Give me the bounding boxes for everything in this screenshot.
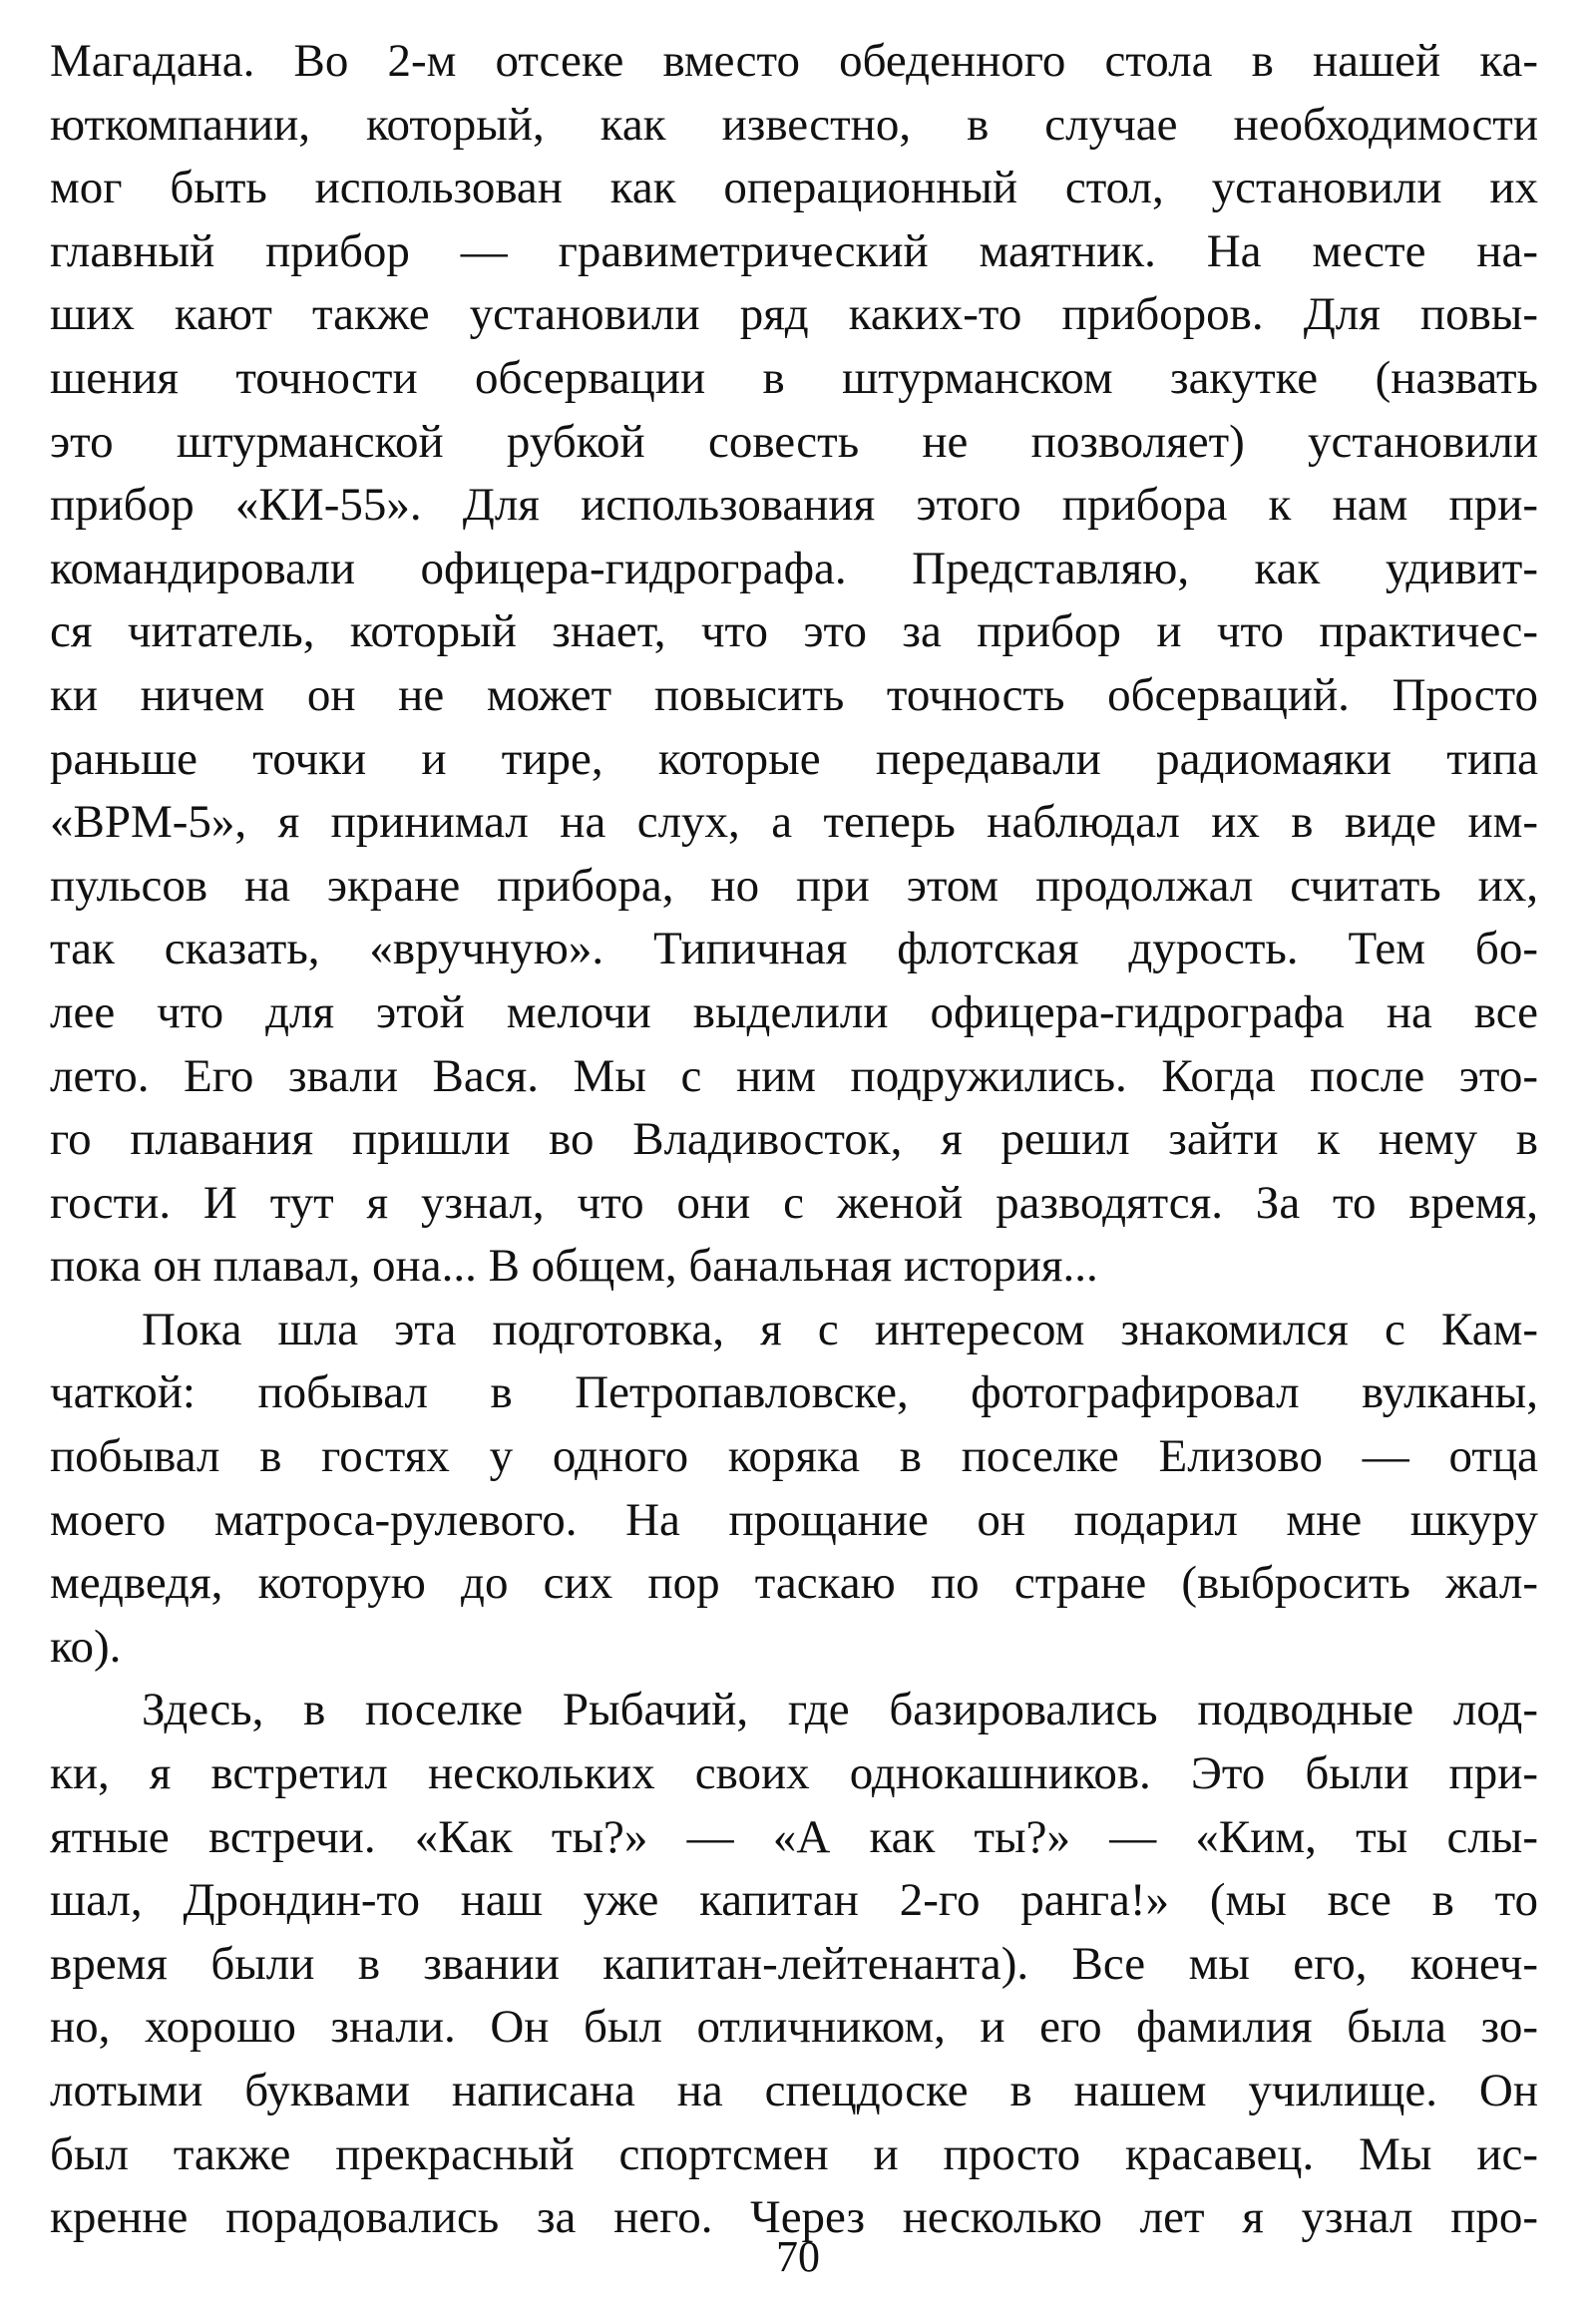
text-line: лето. Его звали Вася. Мы с ним подружились. Когда после это- (50, 1049, 1538, 1102)
paragraph-1 (50, 30, 1538, 1299)
text-line: лее что для этой мелочи выделили офицера-гидрографа на все (50, 985, 1538, 1038)
page-number: 70 (776, 2232, 820, 2281)
text-line: мог быть использован как операционный стол, установили их (50, 162, 1538, 214)
text-line: главный прибор — гравиметрический маятник. На месте на- (50, 224, 1538, 277)
text-line: ших кают также установили ряд каких-то приборов. Для повы- (50, 288, 1538, 341)
text-line: ко). (50, 1620, 122, 1673)
text-line: так сказать, «вручную». Типичная флотская дурость. Тем бо- (50, 923, 1538, 975)
text-line: ятные встречи. «Как ты?» — «А как ты?» — «Ким, ты слы- (50, 1810, 1538, 1863)
text-line: кренне порадовались за него. Через несколько лет я узнал про- (50, 2191, 1538, 2244)
text-line: лотыми буквами написана на спецдоске в нашем училище. Он (50, 2065, 1538, 2116)
text-line: командировали офицера-гидрографа. Представляю, как удивит- (50, 542, 1538, 594)
text-line: пока он плавал, она... В общем, банальная история... (50, 1240, 1098, 1293)
paragraph-3 (50, 1679, 1538, 2249)
text-line: го плавания пришли во Владивосток, я решил зайти к нему в (50, 1113, 1538, 1166)
text-line: ки ничем он не может повысить точность обсерваций. Просто (50, 668, 1538, 721)
text-line: ки, я встретил нескольких своих однокашников. Это были при- (50, 1747, 1538, 1800)
text-line: время были в звании капитан-лейтенанта). Все мы его, конеч- (50, 1937, 1538, 1990)
text-line: гости. И тут я узнал, что они с женой разводятся. За то время, (50, 1176, 1538, 1229)
page-body (50, 30, 1538, 2244)
text-line: Пока шла эта подготовка, я с интересом знакомился с Кам- (142, 1303, 1538, 1355)
text-line: но, хорошо знали. Он был отличником, и его фамилия была зо- (50, 2001, 1538, 2054)
text-line: медведя, которую до сих пор таскаю по стране (выбросить жал- (50, 1557, 1538, 1610)
text-line: шал, Дрондин-то наш уже капитан 2-го ранга!» (мы все в то (50, 1874, 1538, 1927)
text-line: побывал в гостях у одного коряка в поселке Елизово — отца (50, 1430, 1538, 1483)
text-line: пульсов на экране прибора, но при этом продолжал считать их, (50, 859, 1538, 912)
text-line: был также прекрасный спортсмен и просто красавец. Мы ис- (50, 2127, 1538, 2180)
text-line: юткомпании, который, как известно, в случае необходимости (50, 98, 1538, 151)
text-line: «ВРМ-5», я принимал на слух, а теперь наблюдал их в виде им- (50, 796, 1538, 849)
paragraph-2 (50, 1299, 1538, 1680)
text-line: чаткой: побывал в Петропавловске, фотографировал вулканы, (50, 1366, 1538, 1419)
text-line: это штурманской рубкой совесть не позволяет) установили (50, 415, 1538, 468)
text-line: Здесь, в поселке Рыбачий, где базировались подводные лод- (142, 1684, 1538, 1736)
text-line: Магадана. Во 2-м отсеке вместо обеденного стола в нашей ка- (50, 35, 1538, 87)
text-line: моего матроса-рулевого. На прощание он подарил мне шкуру (50, 1493, 1538, 1546)
text-line: прибор «КИ-55». Для использования этого прибора к нам при- (50, 479, 1538, 532)
text-line: ся читатель, который знает, что это за прибор и что практичес- (50, 605, 1538, 658)
text-line: раньше точки и тире, которые передавали радиомаяки типа (50, 732, 1538, 785)
text-line: шения точности обсервации в штурманском закутке (назвать (50, 351, 1538, 404)
